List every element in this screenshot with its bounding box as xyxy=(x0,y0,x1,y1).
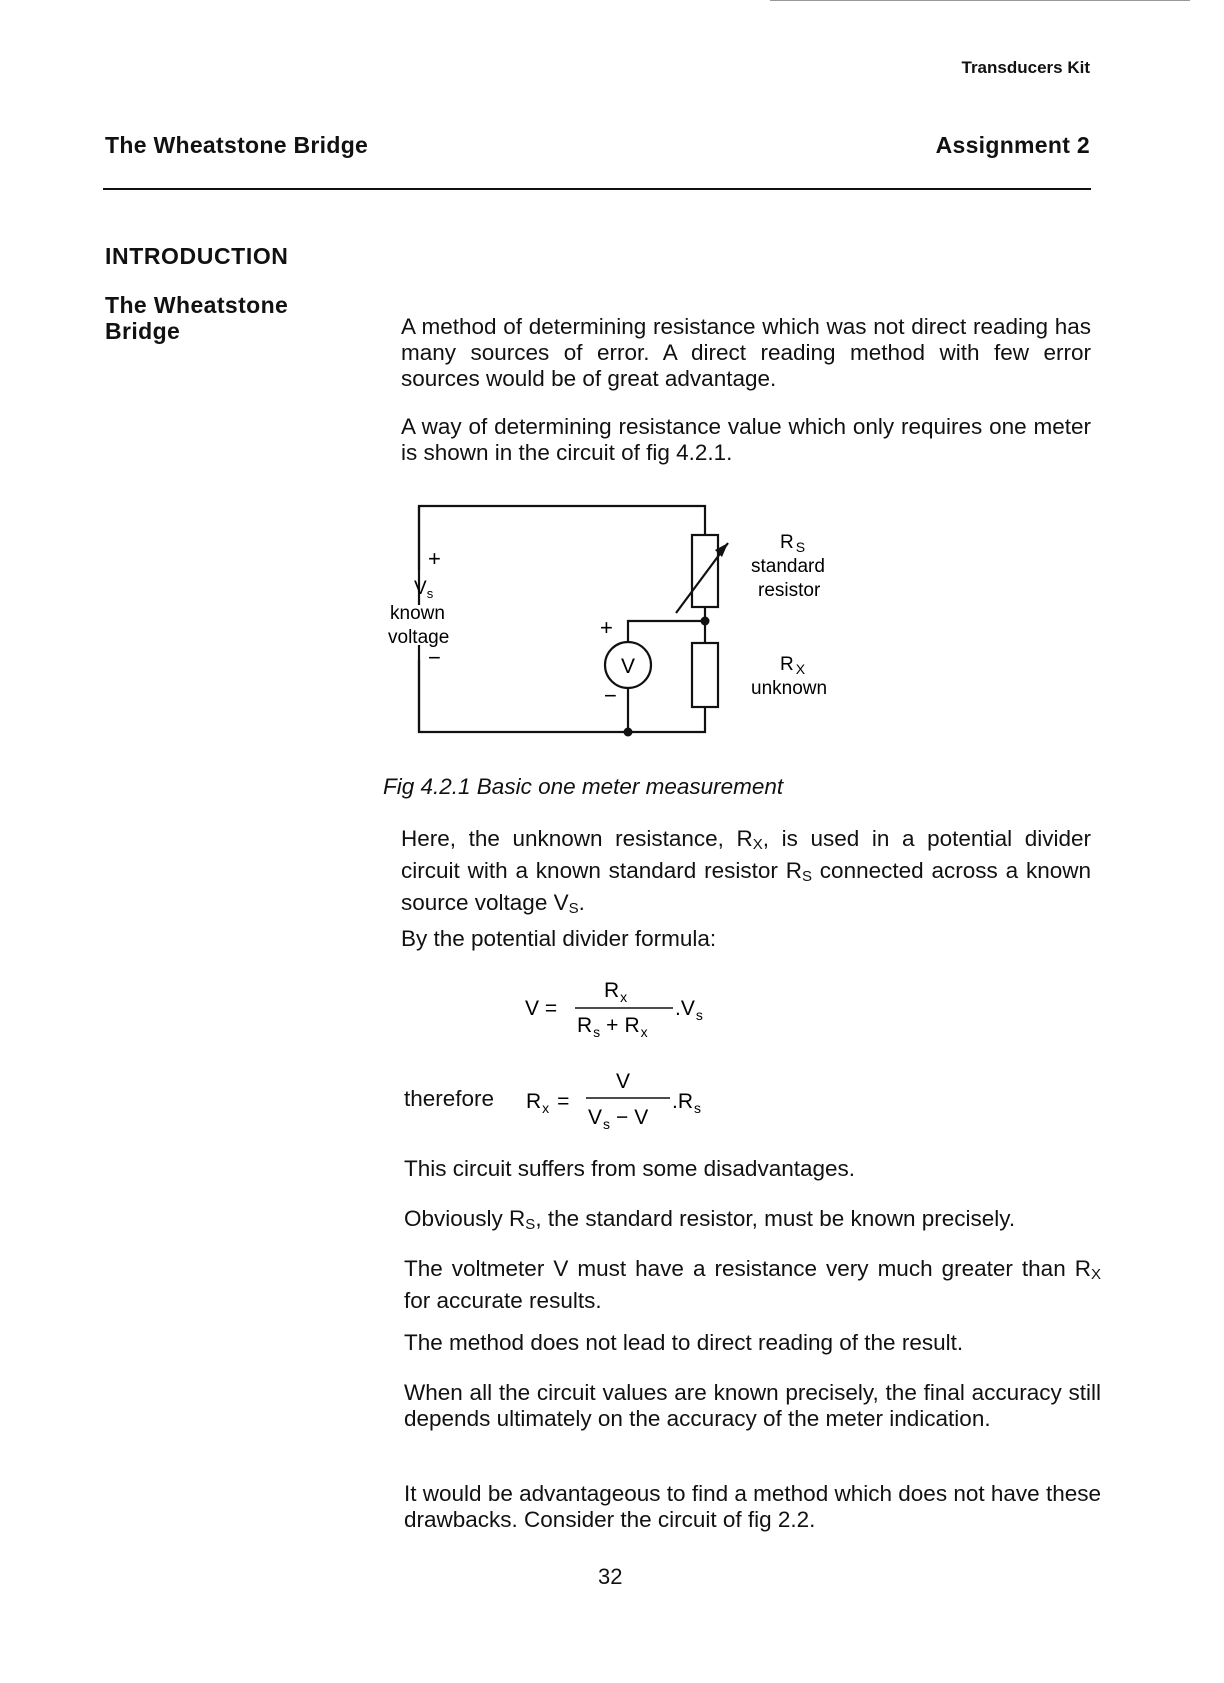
eq2-denominator: $V_s - V$ xyxy=(588,1106,649,1130)
standard-label: standard xyxy=(751,556,825,577)
paragraph-8: The method does not lead to direct reading of the result. xyxy=(404,1330,964,1355)
meter-label: V xyxy=(621,655,636,678)
meter-wire-top xyxy=(628,621,705,642)
equation-1 xyxy=(515,972,735,1042)
resistor-label: resistor xyxy=(758,580,821,601)
eq1-numerator: $R_x$ xyxy=(604,979,628,1005)
therefore-label: therefore xyxy=(404,1086,495,1111)
paragraph-9: When all the circuit values are known precisely, the final accuracy still depends ultimately on the accuracy of the meter indication. xyxy=(404,1380,1101,1431)
paragraph-6: Obviously $R_S$, the standard resistor, must be known precisely. xyxy=(404,1206,1016,1233)
side-title-line1: The Wheatstone xyxy=(105,292,289,318)
paragraph-1: A method of determining resistance which was not direct reading has many sources of error. A direct reading method with few error sources would be of great advantage. xyxy=(401,314,1091,391)
circuit-wire-top xyxy=(419,506,705,605)
voltage-label: voltage xyxy=(388,627,450,648)
kit-label: Transducers Kit xyxy=(961,58,1090,77)
unknown-label: unknown xyxy=(751,678,828,699)
junction-bottom xyxy=(624,728,633,737)
figure-caption: Fig 4.2.1 Basic one meter measurement xyxy=(383,774,784,799)
paragraph-4: By the potential divider formula: xyxy=(401,926,717,951)
side-title-line2: Bridge xyxy=(105,318,181,344)
rx-resistor xyxy=(692,643,718,707)
eq1-denominator: $R_s + R_x$ xyxy=(577,1014,648,1040)
paragraph-7: The voltmeter V must have a resistance very much greater than $R_X$ for accurate results. xyxy=(404,1256,1101,1313)
header-rule xyxy=(103,188,1091,190)
assignment-label: Assignment 2 xyxy=(935,132,1090,158)
eq1-tail: $.V_s$ xyxy=(675,997,703,1023)
page-number: 32 xyxy=(598,1564,623,1589)
rs-resistor xyxy=(692,535,718,607)
paragraph-2: A way of determining resistance value which only requires one meter is shown in the circuit of fig 4.2.1. xyxy=(401,414,1091,465)
eq2-lhs: $R_x$ = xyxy=(526,1090,570,1116)
source-minus: − xyxy=(428,645,441,670)
source-vs: $V_s$ xyxy=(414,578,434,601)
junction-top xyxy=(701,617,710,626)
paragraph-10: It would be advantageous to find a method which does not have these drawbacks. Consider the circuit of fig 2.2. xyxy=(404,1481,1101,1532)
meter-minus: − xyxy=(604,683,617,708)
top-edge-line xyxy=(770,0,1190,1)
equation-2 xyxy=(520,1058,740,1130)
paragraph-3: Here, the unknown resistance, $R_X$, is used in a potential divider circuit with a known standard resistor $R_S$ connected across a known source voltage $V_S$. xyxy=(401,826,1092,917)
eq2-numerator: V xyxy=(616,1070,631,1093)
meter-plus: + xyxy=(600,615,613,640)
rx-label: R $_X$ xyxy=(780,654,806,677)
section-heading: INTRODUCTION xyxy=(105,243,289,269)
paragraph-5: This circuit suffers from some disadvantages. xyxy=(404,1156,856,1181)
eq1-lhs: V = xyxy=(525,997,558,1020)
known-label: known xyxy=(390,603,445,624)
rs-label: R $_S$ xyxy=(780,532,806,555)
source-plus: + xyxy=(428,546,441,571)
side-title xyxy=(105,292,288,344)
page-title: The Wheatstone Bridge xyxy=(105,132,369,158)
eq2-tail: $.R_s$ xyxy=(672,1090,701,1116)
circuit-diagram xyxy=(370,495,850,755)
circuit-wire-bottom xyxy=(419,645,705,732)
